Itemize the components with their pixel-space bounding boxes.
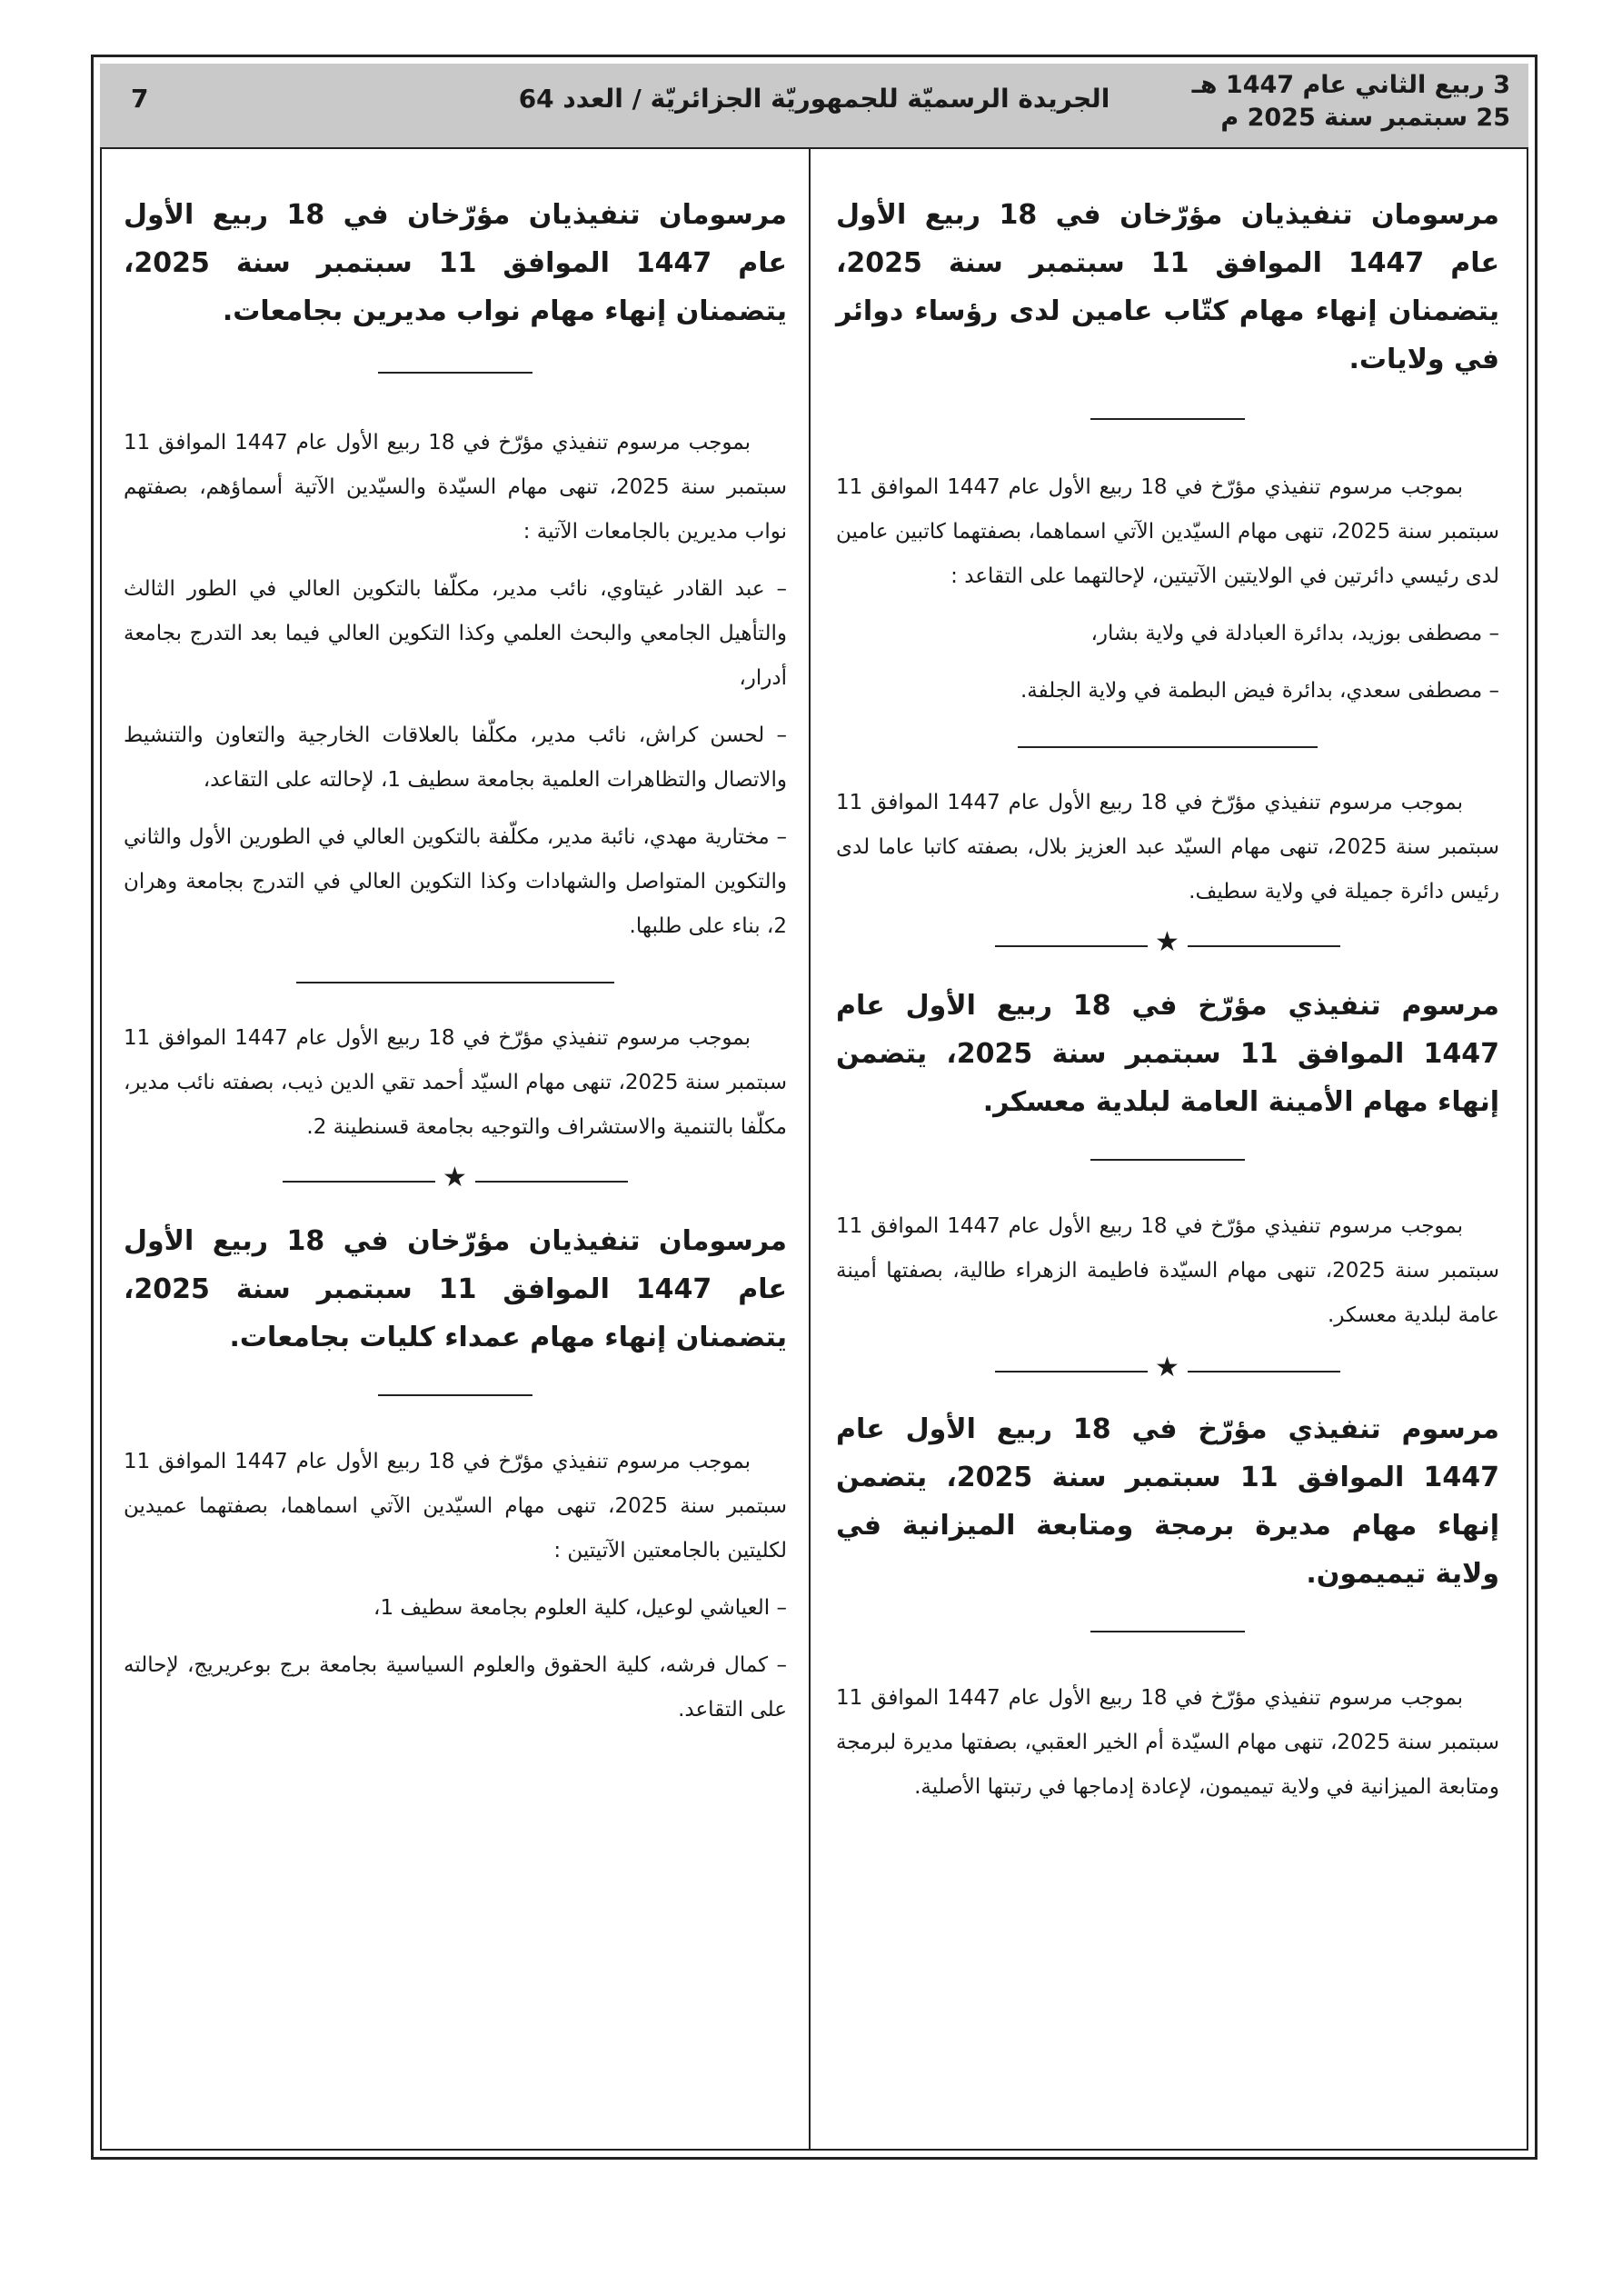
separator-line: [296, 982, 614, 983]
separator-line: [1188, 945, 1340, 947]
star-separator: [995, 1352, 1340, 1385]
left-column: [124, 191, 787, 1732]
right-column: [836, 191, 1499, 1810]
decree-title: مرسوم تنفيذي مؤرّخ في 18 ربيع الأول عام 1447 الموافق 11 سبتمبر سنة 2025، يتضمن إنهاء مهام الأمينة العامة لبلدية معسكر.: [836, 990, 1499, 1118]
column-divider: [809, 149, 811, 2151]
separator-line: [995, 1371, 1148, 1373]
star-icon: ★: [1155, 926, 1179, 958]
decree-paragraph: بموجب مرسوم تنفيذي مؤرّخ في 18 ربيع الأول عام 1447 الموافق 11 سبتمبر سنة 2025، تنهى مهام السيّدة والسيّدين الآتية أسماؤهم، بصفتهم نواب مديرين بالجامعات الآتية :: [124, 431, 787, 544]
star-icon: ★: [1155, 1352, 1179, 1383]
list-item: – مصطفى سعدي، بدائرة فيض البطمة في ولاية الجلفة.: [1020, 679, 1499, 703]
page-number: 7: [131, 84, 149, 114]
list-item: – مصطفى بوزيد، بدائرة العبادلة في ولاية بشار،: [1090, 622, 1499, 645]
header-title: الجريدة الرسميّة للجمهوريّة الجزائريّة / العدد 64: [518, 84, 1110, 114]
short-separator: [378, 1394, 532, 1396]
decree-title: مرسومان تنفيذيان مؤرّخان في 18 ربيع الأول عام 1447 الموافق 11 سبتمبر سنة 2025، يتضمنان إنهاء مهام كتّاب عامين لدى رؤساء دوائر في ولايات.: [836, 199, 1500, 375]
decree-title: مرسوم تنفيذي مؤرّخ في 18 ربيع الأول عام 1447 الموافق 11 سبتمبر سنة 2025، يتضمن إنهاء مهام مديرة برمجة ومتابعة الميزانية في ولاية تيميمون.: [836, 1413, 1499, 1590]
star-separator: [995, 926, 1340, 960]
star-icon: ★: [443, 1162, 467, 1193]
list-item: – العياشي لوعيل، كلية العلوم بجامعة سطيف 1،: [373, 1596, 787, 1620]
star-separator: [283, 1162, 628, 1195]
decree-paragraph: بموجب مرسوم تنفيذي مؤرّخ في 18 ربيع الأول عام 1447 الموافق 11 سبتمبر سنة 2025، تنهى مهام السيّدة أم الخير العقبي، بصفتها مديرة لبرمجة ومتابعة الميزانية في ولاية تيميمون، لإعادة إدماجها في رتبتها الأصلية.: [836, 1686, 1500, 1799]
header-date-hijri: 3 ربيع الثاني عام 1447 هـ: [1191, 71, 1510, 99]
decree-paragraph: بموجب مرسوم تنفيذي مؤرّخ في 18 ربيع الأول عام 1447 الموافق 11 سبتمبر سنة 2025، تنهى مهام السيّدين الآتي اسماهما، بصفتهما كاتبين عامين لدى رئيسي دائرتين في الولايتين الآتيتين، لإحالتهما على التقاعد :: [836, 475, 1499, 588]
short-separator: [1090, 418, 1245, 420]
separator-line: [1018, 746, 1318, 748]
short-separator: [1090, 1631, 1245, 1632]
decree-title: مرسومان تنفيذيان مؤرّخان في 18 ربيع الأول عام 1447 الموافق 11 سبتمبر سنة 2025، يتضمنان إنهاء مهام عمداء كليات بجامعات.: [124, 1225, 788, 1353]
decree-paragraph: بموجب مرسوم تنفيذي مؤرّخ في 18 ربيع الأول عام 1447 الموافق 11 سبتمبر سنة 2025، تنهى مهام السيّدين الآتي اسماهما، بصفتهما عميدين لكليتين بالجامعتين الآتيتين :: [124, 1450, 787, 1562]
list-item: – مختارية مهدي، نائبة مدير، مكلّفة بالتكوين العالي في الطورين الأول والثاني والتكوين المتواصل والشهادات وكذا التكوين العالي في التدرج بجامعة وهران 2، بناء على طلبها.: [124, 825, 787, 938]
header-date-gregorian: 25 سبتمبر سنة 2025 م: [1220, 104, 1510, 132]
separator-line: [1188, 1371, 1340, 1373]
short-separator: [378, 372, 532, 374]
page-header: [100, 64, 1528, 149]
decree-title: مرسومان تنفيذيان مؤرّخان في 18 ربيع الأول عام 1447 الموافق 11 سبتمبر سنة 2025، يتضمنان إنهاء مهام نواب مديرين بجامعات.: [124, 199, 788, 327]
decree-paragraph: بموجب مرسوم تنفيذي مؤرّخ في 18 ربيع الأول عام 1447 الموافق 11 سبتمبر سنة 2025، تنهى مهام السيّدة فاطيمة الزهراء طالية، بصفتها أمينة عامة لبلدية معسكر.: [836, 1214, 1499, 1327]
list-item: – عبد القادر غيتاوي، نائب مدير، مكلّفا بالتكوين العالي في الطور الثالث والتأهيل الجامعي والبحث العلمي وكذا التكوين العالي فيما بعد التدرج بجامعة أدرار،: [124, 577, 787, 690]
decree-paragraph: بموجب مرسوم تنفيذي مؤرّخ في 18 ربيع الأول عام 1447 الموافق 11 سبتمبر سنة 2025، تنهى مهام السيّد أحمد تقي الدين ذيب، بصفته نائب مدير، مكلّفا بالتنمية والاستشراف والتوجيه بجامعة قسنطينة 2.: [124, 1026, 787, 1139]
short-separator: [1090, 1159, 1245, 1161]
list-item: – كمال فرشه، كلية الحقوق والعلوم السياسية بجامعة برج بوعريريج، لإحالته على التقاعد.: [124, 1653, 787, 1722]
decree-paragraph: بموجب مرسوم تنفيذي مؤرّخ في 18 ربيع الأول عام 1447 الموافق 11 سبتمبر سنة 2025، تنهى مهام السيّد عبد العزيز بلال، بصفته كاتبا عاما لدى رئيس دائرة جميلة في ولاية سطيف.: [836, 791, 1499, 903]
separator-line: [475, 1181, 628, 1183]
list-item: – لحسن كراش، نائب مدير، مكلّفا بالعلاقات الخارجية والتعاون والتنشيط والاتصال والتظاهرات العلمية بجامعة سطيف 1، لإحالته على التقاعد،: [124, 724, 787, 792]
separator-line: [283, 1181, 435, 1183]
separator-line: [995, 945, 1148, 947]
